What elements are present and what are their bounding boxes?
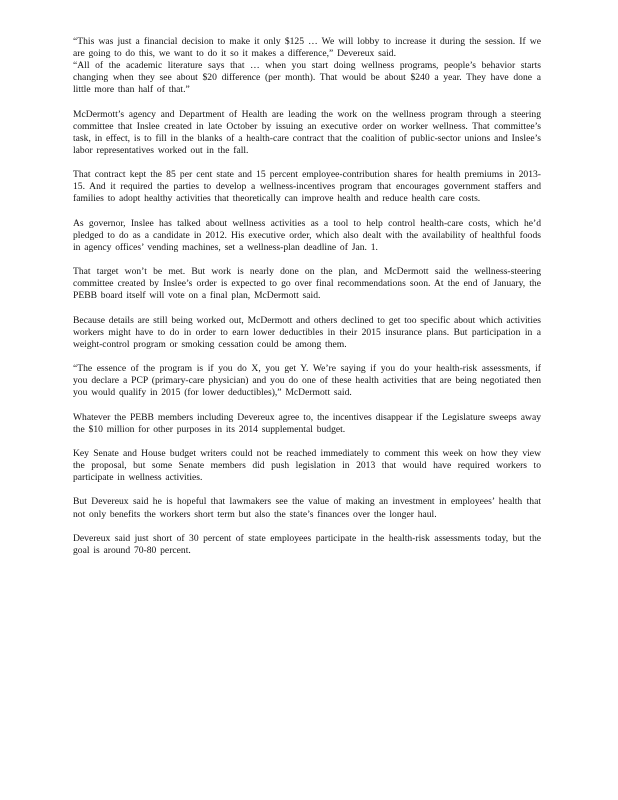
paragraph-devereux-hopeful: But Devereux said he is hopeful that lawmakers see the value of making an investment in employees’ health that not only benefits the workers short term but also the state’s finances over the longer haul. <box>73 496 541 520</box>
paragraph-contract-shares: That contract kept the 85 per cent state and 15 percent employee-contribution shares for health premiums in 2013-15. And it required the parties to develop a wellness-incentives program that encourages government staffers and families to adopt healthy activities that theoretically can improve health and reduce health care costs. <box>73 169 541 205</box>
paragraph-target-missed: That target won’t be met. But work is nearly done on the plan, and McDermott said the wellness-steering committee created by Inslee’s order is expected to go over final recommendations soon. At the end of January, the PEBB board itself will vote on a final plan, McDermott said. <box>73 266 541 302</box>
paragraph-governor-wellness: As governor, Inslee has talked about wellness activities as a tool to help control health-care costs, which he’d pledged to do as a candidate in 2012. His executive order, which also dealt with the availability of healthful foods in agency offices’ vending machines, set a wellness-plan deadline of Jan. 1. <box>73 217 541 253</box>
paragraph-legislature-sweep: Whatever the PEBB members including Devereux agree to, the incentives disappear if the Legislature sweeps away the $10 million for other purposes in its 2014 supplemental budget. <box>73 411 541 435</box>
document-page <box>73 36 541 569</box>
paragraph-quote-academic-literature: “All of the academic literature says that … when you start doing wellness programs, people’s behavior starts changing when they see about $20 difference (per month). That would be about $240 a year. They have done a little more than half of that.” <box>73 60 541 96</box>
paragraph-participation-rate: Devereux said just short of 30 percent of state employees participate in the health-risk assessments today, but the goal is around 70-80 percent. <box>73 532 541 556</box>
paragraph-quote-financial-decision: “This was just a financial decision to make it only $125 … We will lobby to increase it during the session. If we are going to do this, we want to do it so it makes a difference,” Devereux said. <box>73 36 541 60</box>
paragraph-steering-committee: McDermott’s agency and Department of Health are leading the work on the wellness program through a steering committee that Inslee created in late October by issuing an executive order on worker wellness. That committee’s task, in effect, is to fill in the blanks of a health-care contract that the coalition of public-sector unions and Inslee’s labor representatives worked out in the fall. <box>73 108 541 156</box>
paragraph-quote-program-essence: “The essence of the program is if you do X, you get Y. We’re saying if you do your health-risk assessments, if you declare a PCP (primary-care physician) and you do one of these health activities that are being negotiated then you would qualify in 2015 (for lower deductibles),” McDermott said. <box>73 363 541 399</box>
paragraph-budget-writers: Key Senate and House budget writers could not be reached immediately to comment this week on how they view the proposal, but some Senate members did push legislation in 2013 that would have required workers to participate in wellness activities. <box>73 447 541 484</box>
paragraph-details-pending: Because details are still being worked out, McDermott and others declined to get too specific about which activities workers might have to do in order to earn lower deductibles in their 2015 insurance plans. But participation in a weight-control program or smoking cessation could be among them. <box>73 314 541 350</box>
